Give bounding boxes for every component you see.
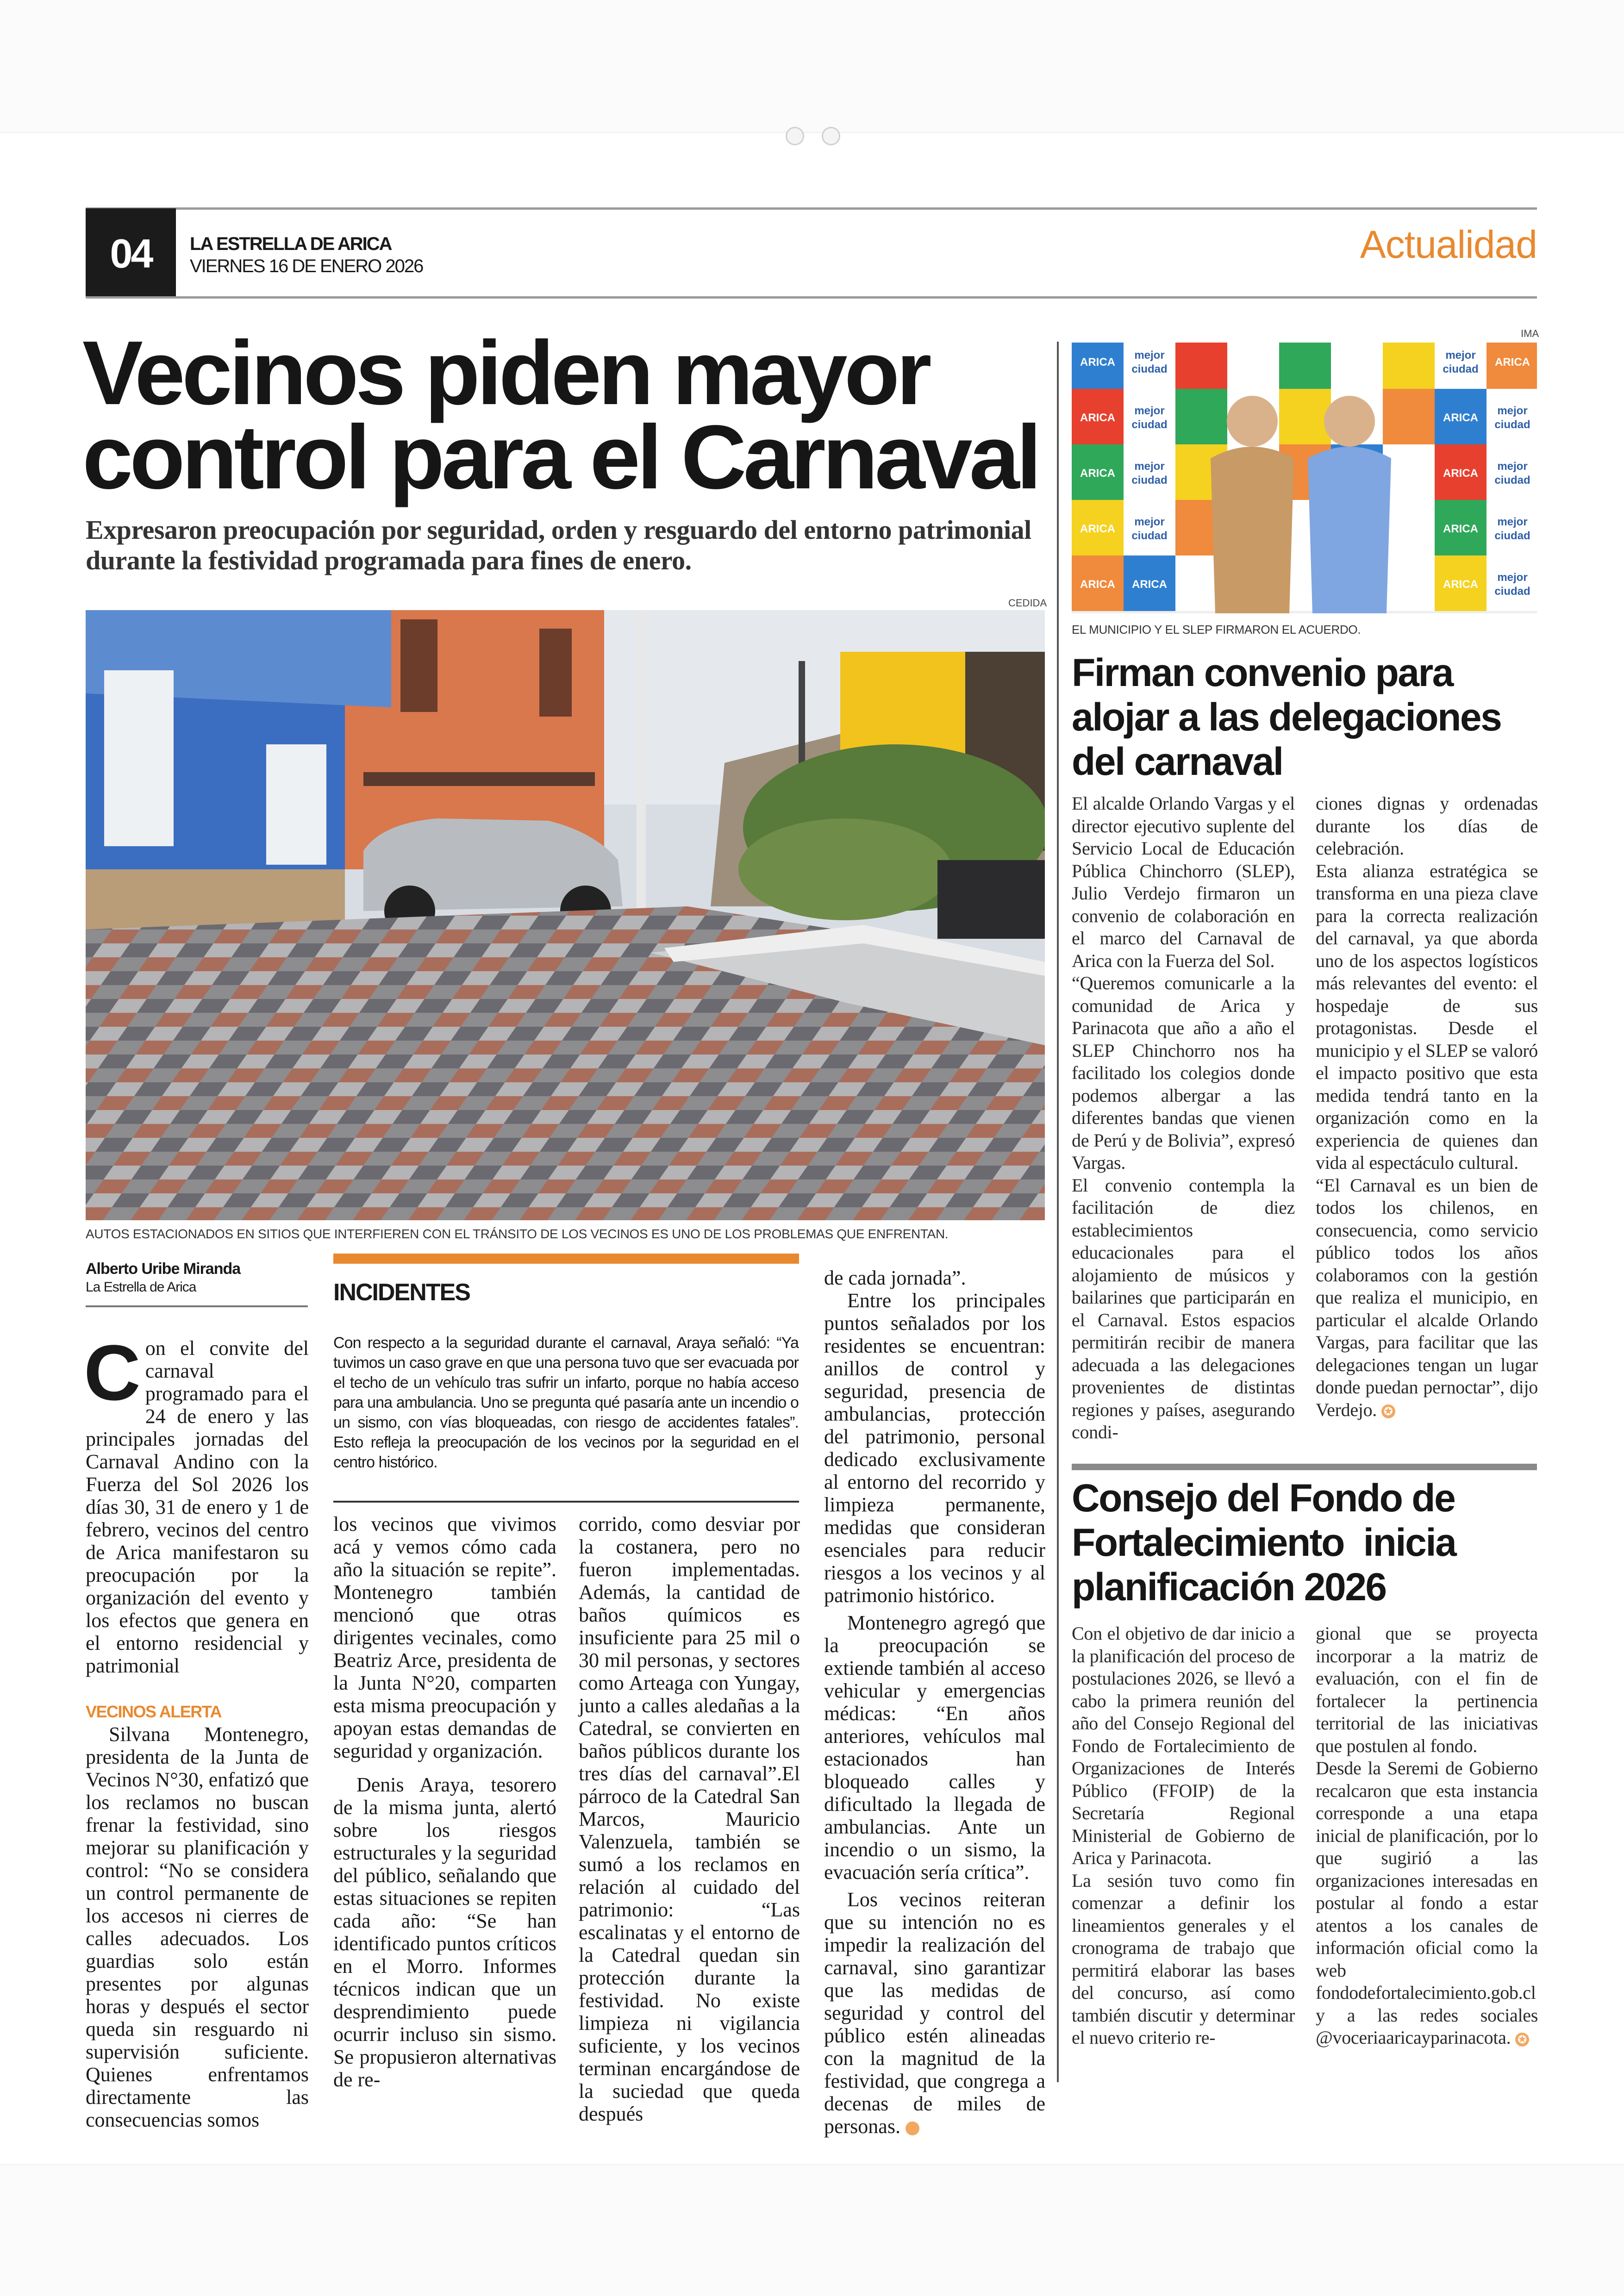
backdrop-logo-text: ciudad	[1494, 530, 1530, 542]
paragraph: los vecinos que vivimos acá y vemos cómo cada año la situación se repite”. Montenegro también mencionó que otras dirigentes vecinales, como Beatriz Arce, presidenta de la Junta N°20, comparten esta misma preocupación y apoyan estas demandas de seguridad y organización.	[333, 1513, 556, 1762]
backdrop-logo-text: ARICA	[1443, 578, 1478, 591]
backdrop-logo-text: ciudad	[1131, 363, 1168, 375]
backdrop-logo-text: ARICA	[1132, 578, 1167, 591]
photo-credit: IMA	[1521, 328, 1539, 339]
paragraph: ciones dignas y ordenadas durante los días de celebración.	[1316, 793, 1538, 859]
author-name: Alberto Uribe Miranda	[86, 1260, 241, 1278]
side1-column-b	[1316, 792, 1538, 1421]
drop-cap: C	[84, 1329, 141, 1417]
backdrop-logo-text: ARICA	[1080, 523, 1115, 535]
box-bottom-rule	[333, 1501, 799, 1503]
photo-credit: CEDIDA	[1008, 597, 1047, 609]
backdrop-logo-text: ciudad	[1131, 474, 1168, 487]
paragraph: Esta alianza estratégica se transforma en una pieza clave para la correcta realización del carnaval, ya que aborda uno de los aspectos logísticos más relevantes del evento: el hospedaje de sus protagonistas. Desde el municipio y el SLEP se valoró el impacto positivo que esta medida tendrá tanto en la organización como en la experiencia de quienes dan vida al espectáculo cultural.	[1316, 860, 1538, 1173]
backdrop-logo-text: ARICA	[1443, 523, 1478, 535]
side2-column-a	[1072, 1622, 1295, 2049]
side2-column-b	[1316, 1622, 1538, 2049]
side-headline-2	[1072, 1476, 1539, 1609]
paragraph: El convenio contempla la facilitación de diez establecimientos educacionales para el alojamiento de músicos y bailarines que participarán en el Carnaval. Estos espacios permitirán recibir de manera adecuada a las delegaciones provenientes de distintas regiones y países, asegurando condi-	[1072, 1174, 1295, 1442]
person	[1211, 447, 1294, 613]
backdrop-logo-text: ARICA	[1080, 467, 1115, 480]
issue-date: VIERNES 16 DE ENERO 2026	[190, 256, 423, 276]
backdrop-logo-text: ARICA	[1080, 578, 1115, 591]
backdrop-tile	[1383, 343, 1435, 389]
backdrop-logo-text: ciudad	[1494, 474, 1530, 487]
headline-line: alojar a las delegaciones	[1072, 695, 1501, 739]
page-number: 04	[86, 208, 176, 299]
paragraph: Entre los principales puntos señalados por los residentes se encuentran: anillos de control y seguridad, presencia de ambulancias, protección del patrimonio, personal dedicado exclusivamente al entorno del recorrido y limpieza permanente, medidas que consideran esenciales para reducir riesgos a los vecinos y al patrimonio histórico.	[824, 1289, 1045, 1607]
headline-line: del carnaval	[1072, 740, 1283, 783]
backdrop-tile	[1383, 389, 1435, 444]
box-title: INCIDENTES	[333, 1279, 470, 1306]
article-column-1	[84, 1329, 309, 2131]
backdrop-tile	[1383, 555, 1435, 611]
paragraph: “Queremos comunicarle a la comunidad de Arica y Parinacota que año a año el SLEP Chinchorro nos ha facilitado los colegios donde podemos albergar a las diferentes bandas que vienen de Perú y de Bolivia”, expresó Vargas.	[1072, 973, 1295, 1173]
paragraph: on el convite del carnaval programado para el 24 de enero y las principales jornadas del Carnaval Andino con la Fuerza del Sol 2026 los días 30, 31 de enero y 1 de febrero, vecinos del centro de Arica manifestaron su preocupación por la organización del evento y los efectos que genera en el entorno residencial y patrimonial	[86, 1337, 309, 1677]
person	[1308, 447, 1391, 613]
end-mark-icon: ✪	[906, 2121, 919, 2135]
backdrop-tile	[1279, 389, 1331, 444]
headline-line: planificación 2026	[1072, 1565, 1386, 1609]
headline-line: Vecinos piden mayor	[82, 322, 929, 424]
page-prev-indicator-icon[interactable]	[786, 127, 804, 145]
backdrop-tile	[1383, 500, 1435, 555]
paragraph: “El Carnaval es un bien de todos los chilenos, en consecuencia, como servicio público todos los años colaboramos con la gestión que realiza el municipio, en particular el alcalde Orlando Vargas, para facilitar que las delegaciones tengan un lugar donde puedan pernoctar”, dijo Verdejo.	[1316, 1174, 1538, 1420]
side1-column-a	[1072, 792, 1295, 1444]
backdrop-tile	[1227, 343, 1279, 389]
backdrop-logo-text: mejor	[1497, 571, 1528, 584]
paragraph: Con el objetivo de dar inicio a la planificación del proceso de postulaciones 2026, se llevó a cabo la primera reunión del año del Consejo Regional del Fondo de Fortalecimiento de Organizaciones de Interés Público (FFOIP) de la Secretaría Regional Ministerial de Gobierno de Arica y Parinacota.	[1072, 1623, 1295, 1868]
section-title: Actualidad	[1360, 223, 1537, 266]
backdrop-logo-text: ARICA	[1080, 412, 1115, 424]
headline-line: control para el Carnaval	[82, 406, 1039, 508]
backdrop-tile	[1175, 389, 1227, 444]
backdrop-logo-text: ciudad	[1494, 585, 1530, 598]
signing-photo-caption: EL MUNICIPIO Y EL SLEP FIRMARON EL ACUERDO.	[1072, 623, 1361, 636]
paragraph: de cada jornada”.	[824, 1267, 966, 1289]
paragraph: El alcalde Orlando Vargas y el director ejecutivo suplente del Servicio Local de Educación Pública Chinchorro (SLEP), Julio Verdejo firmaron un convenio de colaboración en el marco del Carnaval de Arica con la Fuerza del Sol.	[1072, 793, 1295, 971]
backdrop-logo-text: mejor	[1134, 405, 1165, 417]
subheading-vecinos-alerta: VECINOS ALERTA	[86, 1702, 222, 1721]
paragraph: Desde la Seremi de Gobierno recalcaron que esta instancia corresponde a una etapa inicial de planificación, por lo que sugirió a las organizaciones interesadas en postular al fondo a estar atentos a los canales de información oficial como la web fondodefortalecimiento.gob.cl y a las redes sociales @voceriaaricayparinacota.	[1316, 1758, 1538, 2048]
headline-line: Firman convenio para	[1072, 651, 1453, 694]
main-deck: Expresaron preocupación por seguridad, orden y resguardo del entorno patrimonial durante la festividad programada para fines de enero.	[86, 515, 1031, 575]
backdrop-logo-text: ARICA	[1443, 467, 1478, 480]
backdrop-logo-text: mejor	[1445, 349, 1476, 362]
end-mark-icon: ✪	[1515, 2033, 1529, 2046]
paragraph: corrido, como desviar por la costanera, pero no fueron implementadas. Además, la cantidad de baños químicos es insuficiente para 25 mil o 30 mil personas, y sectores como Arteaga con Yungay, junto a calles aledañas a la Catedral, se convierten en baños públicos durante los tres días del carnaval”.El párroco de la Catedral San Marcos, Mauricio Valenzuela, también se sumó a los reclamos en relación al cuidado del patrimonio: “Las escalinatas y el entorno de la Catedral quedan sin protección durante la festividad. No existe limpieza ni vigilancia suficiente, y los vecinos terminan encargándose de la suciedad que queda después	[579, 1513, 800, 2125]
headline-line: Consejo del Fondo de	[1072, 1476, 1455, 1520]
viewer-top-bar	[0, 0, 1624, 133]
author-organization: La Estrella de Arica	[86, 1279, 196, 1295]
newspaper-name: LA ESTRELLA DE ARICA	[190, 234, 392, 254]
headline-line: Fortalecimiento inicia	[1072, 1521, 1456, 1564]
signing-photo	[1072, 343, 1537, 613]
backdrop-logo-text: mejor	[1134, 349, 1165, 362]
side-headline-1	[1072, 650, 1539, 784]
header-bottom-rule	[86, 296, 1537, 299]
paragraph: gional que se proyecta incorporar a la matriz de evaluación, con el fin de fortalecer la pertinencia territorial de las iniciativas que postulen al fondo.	[1316, 1623, 1538, 1756]
backdrop-logo-text: ciudad	[1131, 418, 1168, 431]
incidentes-box-text: Con respecto a la seguridad durante el carnaval, Araya señaló: “Ya tuvimos un caso grave en que una persona tuvo que ser evacuada por el techo de un vehículo tras sufrir un infarto, porque no había acceso para una ambulancia. Uno se pregunta qué pasaría ante un incendio o un sismo, con vías bloqueadas, con riesgo de accidentes fatales”. Esto refleja la preocupación de los vecinos por la seguridad en el centro histórico.	[333, 1334, 799, 1471]
backdrop-tile	[1279, 343, 1331, 389]
header-top-rule	[86, 207, 1537, 210]
backdrop-logo-text: mejor	[1134, 516, 1165, 528]
backdrop-logo-text: mejor	[1497, 516, 1528, 528]
article-column-3	[579, 1513, 800, 2125]
box-accent-bar	[333, 1254, 799, 1264]
backdrop-logo-text: ARICA	[1080, 356, 1115, 368]
backdrop-logo-text: mejor	[1497, 405, 1528, 417]
paragraph: Montenegro agregó que la preocupación se extiende también al acceso vehicular y emergencias médicas: “En años anteriores, vehículos mal estacionados han bloqueado calles y dificultado la llegada de ambulancias. Ante un incendio o un sismo, la evacuación sería crítica”.	[824, 1611, 1045, 1884]
main-photo	[86, 610, 1045, 1220]
backdrop-logo-text: ciudad	[1494, 418, 1530, 431]
person-head	[1324, 396, 1375, 447]
end-mark-icon: ✪	[1381, 1404, 1395, 1418]
backdrop-tile	[1175, 343, 1227, 389]
main-headline	[82, 322, 1055, 508]
article-column-4	[824, 1267, 1045, 2138]
person-head	[1227, 396, 1278, 447]
article-separator	[1072, 1464, 1537, 1470]
backdrop-logo-text: mejor	[1497, 460, 1528, 473]
viewer-bottom-bar	[0, 2164, 1624, 2296]
paragraph: Silvana Montenegro, presidenta de la Junta de Vecinos N°30, enfatizó que los reclamos no buscan frenar la festividad, sino mejorar su planificación y control: “No se considera un control permanente de los accesos ni cierres de calles adecuados. Los guardias solo están presentes por algunas horas y después el sector queda sin resguardo ni supervisión suficiente. Quienes enfrentamos directamente las consecuencias somos	[86, 1723, 309, 2131]
backdrop-logo-text: mejor	[1134, 460, 1165, 473]
paragraph: Los vecinos reiteran que su intención no es impedir la realización del carnaval, sino garantizar que las medidas de seguridad y control del público estén alineadas con la magnitud de la festividad, que congrega a decenas de miles de personas.	[824, 1888, 1045, 2138]
byline-rule	[86, 1305, 308, 1307]
page-next-indicator-icon[interactable]	[822, 127, 840, 145]
backdrop-logo-text: ARICA	[1495, 356, 1530, 368]
article-column-2	[333, 1513, 556, 2091]
main-photo-caption: AUTOS ESTACIONADOS EN SITIOS QUE INTERFIEREN CON EL TRÁNSITO DE LOS VECINOS ES UNO DE LOS PROBLEMAS QUE ENFRENTAN.	[86, 1227, 949, 1241]
paragraph: Denis Araya, tesorero de la misma junta, alertó sobre los riesgos estructurales y la seguridad del público, señalando que estas situaciones se repiten cada año: “Se han identificado puntos críticos en el Morro. Informes técnicos indican que un desprendimiento puede ocurrir incluso sin sismo. Se propusieron alternativas de re-	[333, 1773, 556, 2091]
backdrop-tile	[1331, 343, 1383, 389]
backdrop-logo-text: ARICA	[1443, 412, 1478, 424]
column-divider	[1057, 342, 1059, 2082]
paragraph: La sesión tuvo como fin comenzar a definir los lineamientos generales y el cronograma de trabajo que permitirá elaborar las bases del concurso, así como también discutir y determinar el nuevo criterio re-	[1072, 1870, 1295, 2048]
backdrop-logo-text: ciudad	[1443, 363, 1479, 375]
backdrop-logo-text: ciudad	[1131, 530, 1168, 542]
